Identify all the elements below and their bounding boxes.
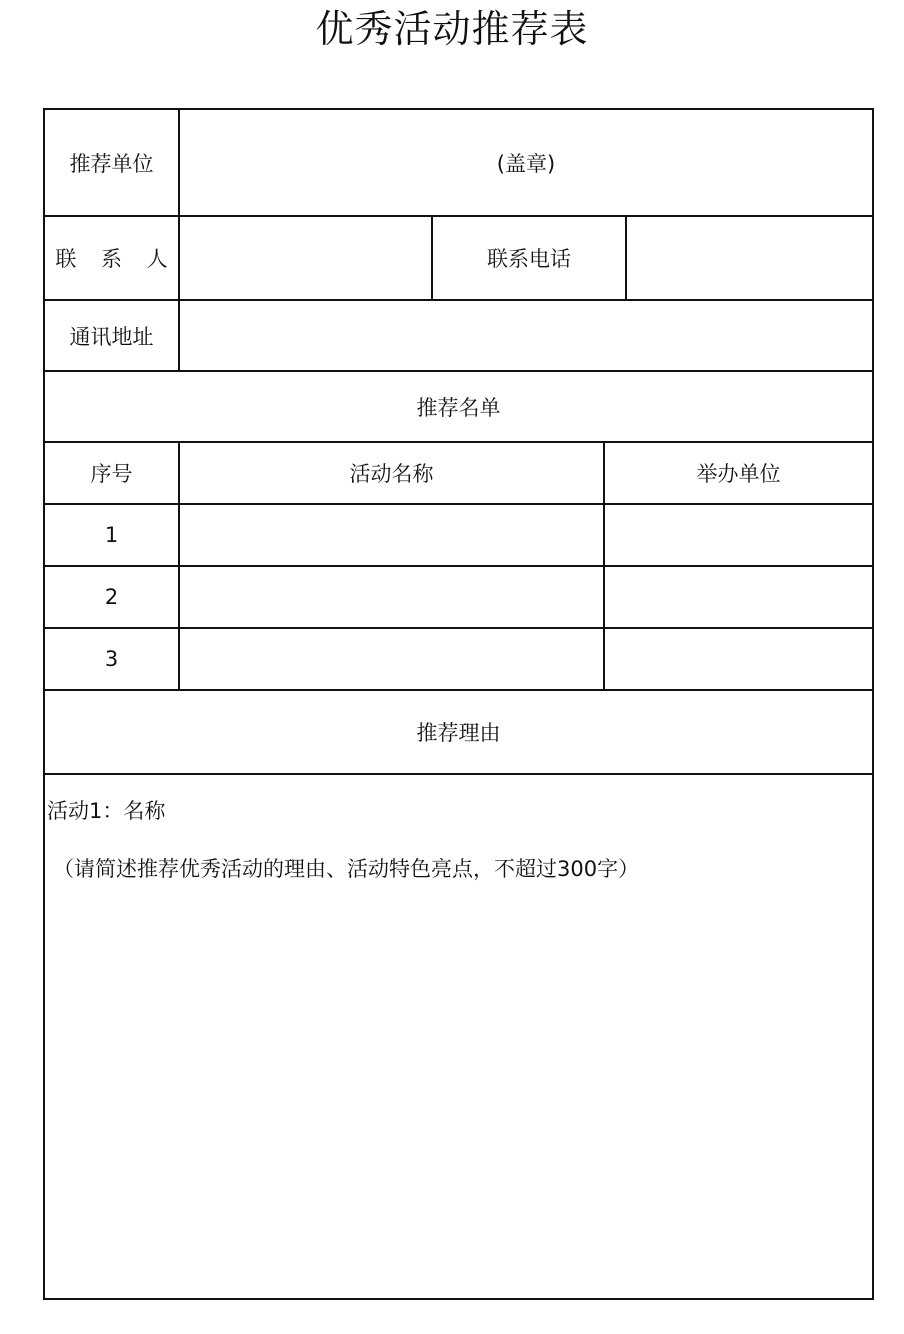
unit-seal-field[interactable]: (盖章) [496,151,556,176]
contact-phone-label: 联系电话 [487,247,571,271]
address-label: 通讯地址 [69,324,154,349]
contact-person-field[interactable] [180,217,431,299]
column-header-organizer: 举办单位 [696,462,781,486]
column-header-index: 序号 [90,462,133,486]
list-heading: 推荐名单 [416,395,501,420]
table-row-index: 3 [104,647,119,671]
reason-instruction: （请简述推荐优秀活动的理由、活动特色亮点，不超过300字） [53,857,640,881]
activity-name-field[interactable] [180,567,603,627]
organizer-field[interactable] [605,629,872,689]
table-row-index: 1 [104,523,119,547]
organizer-field[interactable] [605,505,872,565]
unit-label: 推荐单位 [69,151,154,176]
activity-name-field[interactable] [180,505,603,565]
contact-phone-field[interactable] [627,217,872,299]
column-header-activity-name: 活动名称 [349,462,434,486]
recommendation-form [43,108,874,1300]
table-row-index: 2 [104,585,119,609]
contact-person-label: 联 系 人 [55,247,177,271]
activity-name-field[interactable] [180,629,603,689]
reason-textarea[interactable] [45,775,872,1298]
reason-activity-line: 活动1：名称 [47,799,166,823]
page-title: 优秀活动推荐表 [315,7,589,51]
address-field[interactable] [180,301,872,370]
organizer-field[interactable] [605,567,872,627]
reason-heading: 推荐理由 [416,721,501,745]
